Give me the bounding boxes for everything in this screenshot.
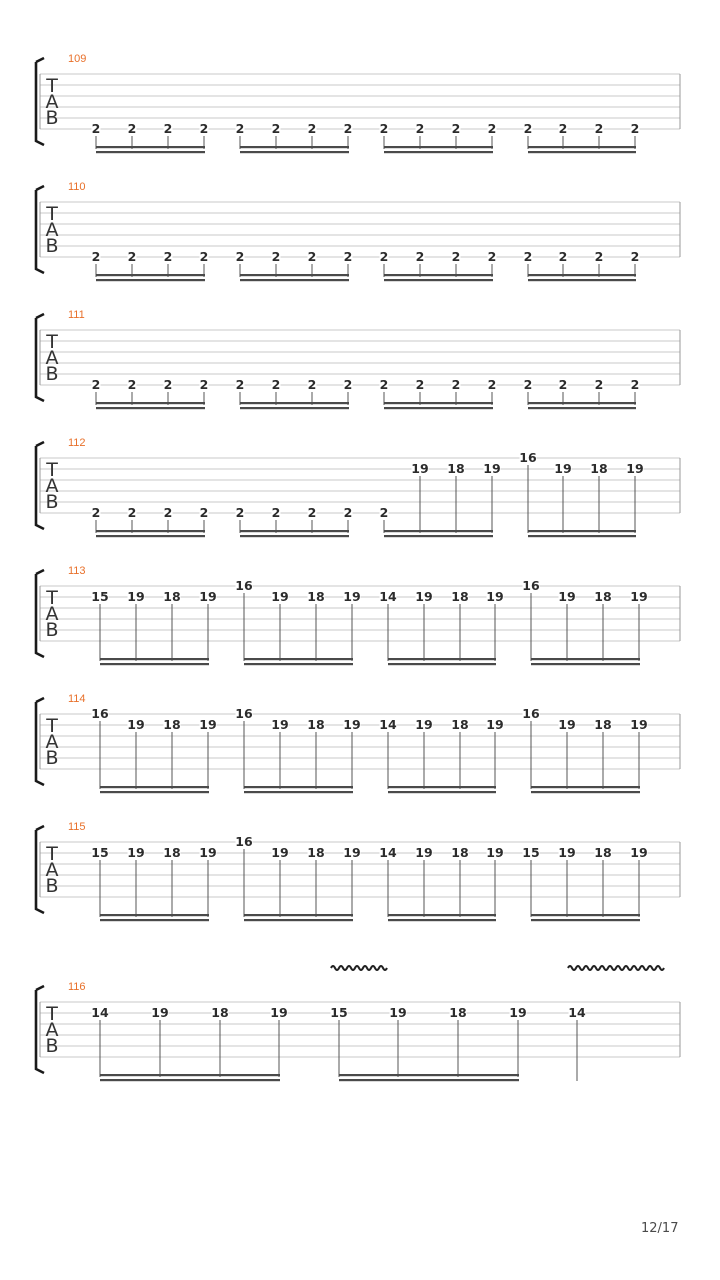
fret-number: 14 — [379, 845, 397, 860]
fret-number: 16 — [522, 706, 540, 721]
fret-number: 2 — [271, 377, 281, 392]
fret-number: 19 — [199, 589, 217, 604]
beam-secondary — [384, 151, 493, 153]
beam-primary — [388, 786, 496, 788]
tab-clef-letter: B — [45, 107, 59, 129]
fret-number: 19 — [415, 589, 433, 604]
fret-number: 2 — [163, 249, 173, 264]
fret-number: 18 — [163, 717, 181, 732]
fret-number: 16 — [235, 578, 253, 593]
beam-primary — [244, 786, 353, 788]
fret-number: 2 — [379, 505, 389, 520]
beam-primary — [100, 658, 209, 660]
fret-number: 14 — [379, 589, 397, 604]
measure-number: 115 — [68, 821, 86, 833]
beam-primary — [240, 530, 349, 532]
tab-clef-letter: T — [46, 715, 58, 737]
fret-number: 18 — [451, 717, 469, 732]
beam-primary — [384, 530, 493, 532]
fret-number: 19 — [343, 717, 361, 732]
staff-system — [36, 181, 680, 281]
tab-clef-letter: B — [45, 619, 59, 641]
beam-primary — [531, 658, 640, 660]
beam-primary — [384, 274, 493, 276]
beam-secondary — [528, 535, 636, 537]
staff-system — [36, 565, 680, 665]
tab-clef-letter: B — [45, 875, 59, 897]
tab-clef-letter: A — [45, 475, 59, 497]
beam-primary — [531, 786, 640, 788]
measure-number: 109 — [68, 53, 87, 65]
fret-number: 15 — [522, 845, 540, 860]
fret-number: 18 — [163, 589, 181, 604]
fret-number: 18 — [594, 717, 612, 732]
beam-primary — [388, 914, 496, 916]
fret-number: 2 — [127, 121, 137, 136]
fret-number: 18 — [451, 845, 469, 860]
beam-primary — [100, 914, 209, 916]
fret-number: 19 — [411, 461, 429, 476]
beam-secondary — [531, 919, 640, 921]
fret-number: 2 — [271, 121, 281, 136]
fret-number: 2 — [379, 121, 389, 136]
vibrato-mark — [331, 966, 387, 970]
fret-number: 2 — [415, 377, 425, 392]
fret-number: 2 — [451, 249, 461, 264]
fret-number: 2 — [163, 377, 173, 392]
beam-secondary — [96, 279, 205, 281]
staff-system — [36, 309, 680, 409]
beam-primary — [240, 402, 349, 404]
fret-number: 2 — [127, 505, 137, 520]
fret-number: 19 — [509, 1005, 527, 1020]
fret-number: 2 — [235, 249, 245, 264]
beam-secondary — [388, 919, 496, 921]
fret-number: 2 — [630, 377, 640, 392]
beam-primary — [100, 786, 209, 788]
fret-number: 19 — [271, 717, 289, 732]
beam-secondary — [384, 407, 493, 409]
beam-primary — [339, 1074, 519, 1076]
page-number: 12/17 — [641, 1221, 679, 1236]
beam-primary — [528, 146, 636, 148]
fret-number: 2 — [343, 249, 353, 264]
beam-secondary — [96, 407, 205, 409]
tab-clef-letter: A — [45, 347, 59, 369]
fret-number: 2 — [91, 377, 101, 392]
fret-number: 2 — [523, 121, 533, 136]
beam-primary — [384, 146, 493, 148]
tab-clef-letter: A — [45, 603, 59, 625]
tab-clef-letter: T — [46, 459, 58, 481]
beam-primary — [388, 658, 496, 660]
beam-secondary — [240, 151, 349, 153]
beam-primary — [384, 402, 493, 404]
fret-number: 19 — [271, 845, 289, 860]
staff-system — [36, 693, 680, 793]
beam-primary — [528, 402, 636, 404]
fret-number: 2 — [199, 249, 209, 264]
fret-number: 2 — [307, 121, 317, 136]
tab-clef-letter: T — [46, 843, 58, 865]
fret-number: 16 — [235, 834, 253, 849]
staff-system — [36, 966, 680, 1081]
fret-number: 2 — [487, 377, 497, 392]
fret-number: 2 — [415, 121, 425, 136]
fret-number: 19 — [343, 845, 361, 860]
beam-secondary — [100, 663, 209, 665]
fret-number: 18 — [307, 845, 325, 860]
fret-number: 2 — [558, 377, 568, 392]
fret-number: 2 — [271, 505, 281, 520]
fret-number: 19 — [127, 589, 145, 604]
fret-number: 2 — [594, 121, 604, 136]
tab-clef-letter: B — [45, 747, 59, 769]
staff-system — [36, 53, 680, 153]
fret-number: 19 — [558, 589, 576, 604]
beam-secondary — [528, 279, 636, 281]
fret-number: 19 — [271, 589, 289, 604]
beam-secondary — [244, 791, 353, 793]
beam-primary — [96, 402, 205, 404]
fret-number: 14 — [379, 717, 397, 732]
beam-primary — [100, 1074, 280, 1076]
tab-clef-letter: B — [45, 235, 59, 257]
fret-number: 2 — [558, 249, 568, 264]
fret-number: 19 — [151, 1005, 169, 1020]
tab-clef-letter: B — [45, 363, 59, 385]
fret-number: 19 — [486, 717, 504, 732]
beam-secondary — [100, 919, 209, 921]
fret-number: 15 — [91, 589, 109, 604]
beam-secondary — [100, 1079, 280, 1081]
measure-number: 110 — [68, 181, 86, 193]
tab-clef-letter: B — [45, 491, 59, 513]
fret-number: 16 — [522, 578, 540, 593]
fret-number: 2 — [523, 377, 533, 392]
fret-number: 18 — [163, 845, 181, 860]
tab-clef-letter: A — [45, 731, 59, 753]
fret-number: 16 — [235, 706, 253, 721]
fret-number: 16 — [519, 450, 537, 465]
beam-primary — [96, 530, 205, 532]
beam-secondary — [240, 407, 349, 409]
beam-primary — [244, 658, 353, 660]
measure-number: 112 — [68, 437, 86, 449]
measure-number: 111 — [68, 309, 85, 321]
fret-number: 19 — [199, 845, 217, 860]
beam-primary — [244, 914, 353, 916]
fret-number: 15 — [91, 845, 109, 860]
beam-secondary — [388, 663, 496, 665]
fret-number: 19 — [554, 461, 572, 476]
tab-clef-letter: T — [46, 587, 58, 609]
beam-primary — [240, 274, 349, 276]
beam-primary — [240, 146, 349, 148]
beam-secondary — [240, 279, 349, 281]
fret-number: 19 — [630, 717, 648, 732]
fret-number: 19 — [486, 845, 504, 860]
fret-number: 2 — [343, 377, 353, 392]
beam-secondary — [96, 151, 205, 153]
fret-number: 2 — [91, 249, 101, 264]
fret-number: 2 — [91, 505, 101, 520]
fret-number: 19 — [127, 717, 145, 732]
fret-number: 2 — [343, 505, 353, 520]
fret-number: 19 — [486, 589, 504, 604]
staff-system — [36, 437, 680, 537]
fret-number: 2 — [307, 377, 317, 392]
fret-number: 19 — [127, 845, 145, 860]
fret-number: 2 — [127, 249, 137, 264]
measure-number: 113 — [68, 565, 86, 577]
fret-number: 19 — [558, 717, 576, 732]
fret-number: 19 — [415, 845, 433, 860]
tab-clef-letter: A — [45, 219, 59, 241]
beam-secondary — [384, 279, 493, 281]
fret-number: 2 — [630, 121, 640, 136]
tab-clef-letter: B — [45, 1035, 59, 1057]
fret-number: 2 — [307, 249, 317, 264]
beam-secondary — [384, 535, 493, 537]
fret-number: 19 — [270, 1005, 288, 1020]
fret-number: 2 — [379, 377, 389, 392]
fret-number: 2 — [558, 121, 568, 136]
fret-number: 19 — [415, 717, 433, 732]
fret-number: 19 — [483, 461, 501, 476]
beam-secondary — [339, 1079, 519, 1081]
fret-number: 18 — [307, 589, 325, 604]
fret-number: 19 — [343, 589, 361, 604]
tab-clef-letter: T — [46, 1003, 58, 1025]
fret-number: 14 — [91, 1005, 109, 1020]
tab-clef-letter: T — [46, 331, 58, 353]
fret-number: 2 — [451, 121, 461, 136]
beam-secondary — [531, 663, 640, 665]
fret-number: 16 — [91, 706, 109, 721]
vibrato-mark — [568, 966, 664, 970]
tab-clef-letter: A — [45, 1019, 59, 1041]
fret-number: 2 — [235, 377, 245, 392]
fret-number: 19 — [626, 461, 644, 476]
fret-number: 18 — [590, 461, 608, 476]
fret-number: 2 — [343, 121, 353, 136]
beam-primary — [96, 274, 205, 276]
fret-number: 18 — [594, 845, 612, 860]
staff-system — [36, 821, 680, 921]
fret-number: 2 — [415, 249, 425, 264]
fret-number: 2 — [451, 377, 461, 392]
fret-number: 2 — [523, 249, 533, 264]
fret-number: 2 — [127, 377, 137, 392]
beam-secondary — [96, 535, 205, 537]
measure-number: 116 — [68, 981, 86, 993]
beam-primary — [531, 914, 640, 916]
fret-number: 19 — [558, 845, 576, 860]
fret-number: 19 — [630, 589, 648, 604]
tab-clef-letter: A — [45, 859, 59, 881]
fret-number: 18 — [594, 589, 612, 604]
fret-number: 19 — [199, 717, 217, 732]
beam-secondary — [388, 791, 496, 793]
beam-secondary — [528, 151, 636, 153]
fret-number: 2 — [199, 377, 209, 392]
fret-number: 19 — [389, 1005, 407, 1020]
fret-number: 2 — [163, 121, 173, 136]
fret-number: 2 — [199, 505, 209, 520]
fret-number: 18 — [211, 1005, 229, 1020]
fret-number: 2 — [594, 377, 604, 392]
tab-clef-letter: T — [46, 75, 58, 97]
fret-number: 2 — [91, 121, 101, 136]
fret-number: 14 — [568, 1005, 586, 1020]
beam-secondary — [100, 791, 209, 793]
fret-number: 2 — [163, 505, 173, 520]
fret-number: 18 — [307, 717, 325, 732]
beam-secondary — [531, 791, 640, 793]
tab-clef-letter: T — [46, 203, 58, 225]
fret-number: 2 — [307, 505, 317, 520]
fret-number: 18 — [451, 589, 469, 604]
fret-number: 18 — [447, 461, 465, 476]
fret-number: 2 — [271, 249, 281, 264]
beam-primary — [528, 530, 636, 532]
fret-number: 15 — [330, 1005, 348, 1020]
measure-number: 114 — [68, 693, 86, 705]
beam-secondary — [244, 919, 353, 921]
fret-number: 2 — [379, 249, 389, 264]
beam-secondary — [244, 663, 353, 665]
fret-number: 2 — [235, 121, 245, 136]
fret-number: 2 — [199, 121, 209, 136]
beam-primary — [528, 274, 636, 276]
fret-number: 2 — [235, 505, 245, 520]
fret-number: 2 — [487, 121, 497, 136]
fret-number: 2 — [630, 249, 640, 264]
beam-secondary — [240, 535, 349, 537]
fret-number: 19 — [630, 845, 648, 860]
fret-number: 2 — [594, 249, 604, 264]
beam-primary — [96, 146, 205, 148]
fret-number: 2 — [487, 249, 497, 264]
beam-secondary — [528, 407, 636, 409]
fret-number: 18 — [449, 1005, 467, 1020]
tab-clef-letter: A — [45, 91, 59, 113]
